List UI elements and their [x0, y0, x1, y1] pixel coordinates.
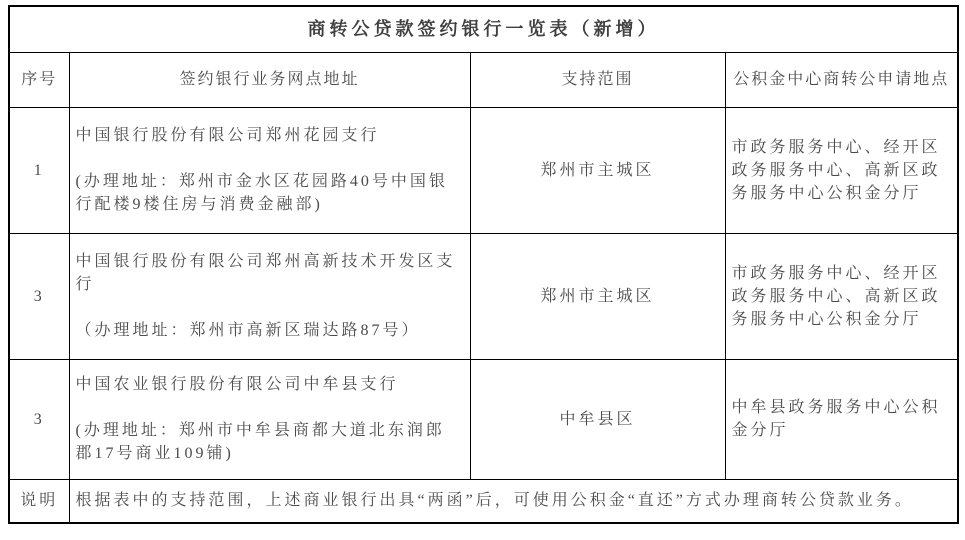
seq-cell: 3 — [9, 233, 69, 359]
apply-location-cell: 中牟县政务服务中心公积金分厅 — [725, 359, 958, 479]
table-row — [9, 359, 958, 479]
bank-office-address: (办理地址：郑州市中牟县商都大道北东润郎郡17号商业109铺) — [75, 422, 445, 462]
table-title: 商转公贷款签约银行一览表（新增） — [9, 6, 958, 52]
col-header-bank-address: 签约银行业务网点地址 — [69, 52, 470, 107]
table-title-row — [9, 6, 958, 52]
scope-cell: 郑州市主城区 — [470, 107, 725, 233]
apply-location-cell: 市政务服务中心、经开区政务服务中心、高新区政务服务中心公积金分厅 — [725, 107, 958, 233]
note-label-cell: 说明 — [9, 479, 69, 523]
bank-list-table — [8, 5, 959, 524]
bank-office-address: (办理地址：郑州市金水区花园路40号中国银行配楼9楼住房与消费金融部) — [75, 173, 448, 213]
table-row — [9, 107, 958, 233]
bank-list-table-container — [8, 5, 959, 524]
note-text-cell: 根据表中的支持范围，上述商业银行出具“两函”后，可使用公积金“直还”方式办理商转公贷款业务。 — [69, 479, 958, 523]
apply-location-cell: 市政务服务中心、经开区政务服务中心、高新区政务服务中心公积金分厅 — [725, 233, 958, 359]
bank-address-cell — [69, 359, 470, 479]
seq-cell: 3 — [9, 359, 69, 479]
bank-name: 中国农业银行股份有限公司中牟县支行 — [75, 376, 399, 393]
col-header-seq: 序号 — [9, 52, 69, 107]
scope-cell: 郑州市主城区 — [470, 233, 725, 359]
bank-address-cell — [69, 107, 470, 233]
col-header-apply-location: 公积金中心商转公申请地点 — [725, 52, 958, 107]
table-row — [9, 233, 958, 359]
col-header-scope: 支持范围 — [470, 52, 725, 107]
bank-office-address: （办理地址：郑州市高新区瑞达路87号） — [75, 322, 421, 339]
bank-name: 中国银行股份有限公司郑州高新技术开发区支行 — [75, 253, 456, 293]
bank-address-cell — [69, 233, 470, 359]
table-note-row — [9, 479, 958, 523]
bank-name: 中国银行股份有限公司郑州花园支行 — [75, 127, 380, 144]
seq-cell: 1 — [9, 107, 69, 233]
scope-cell: 中牟县区 — [470, 359, 725, 479]
table-header-row — [9, 52, 958, 107]
